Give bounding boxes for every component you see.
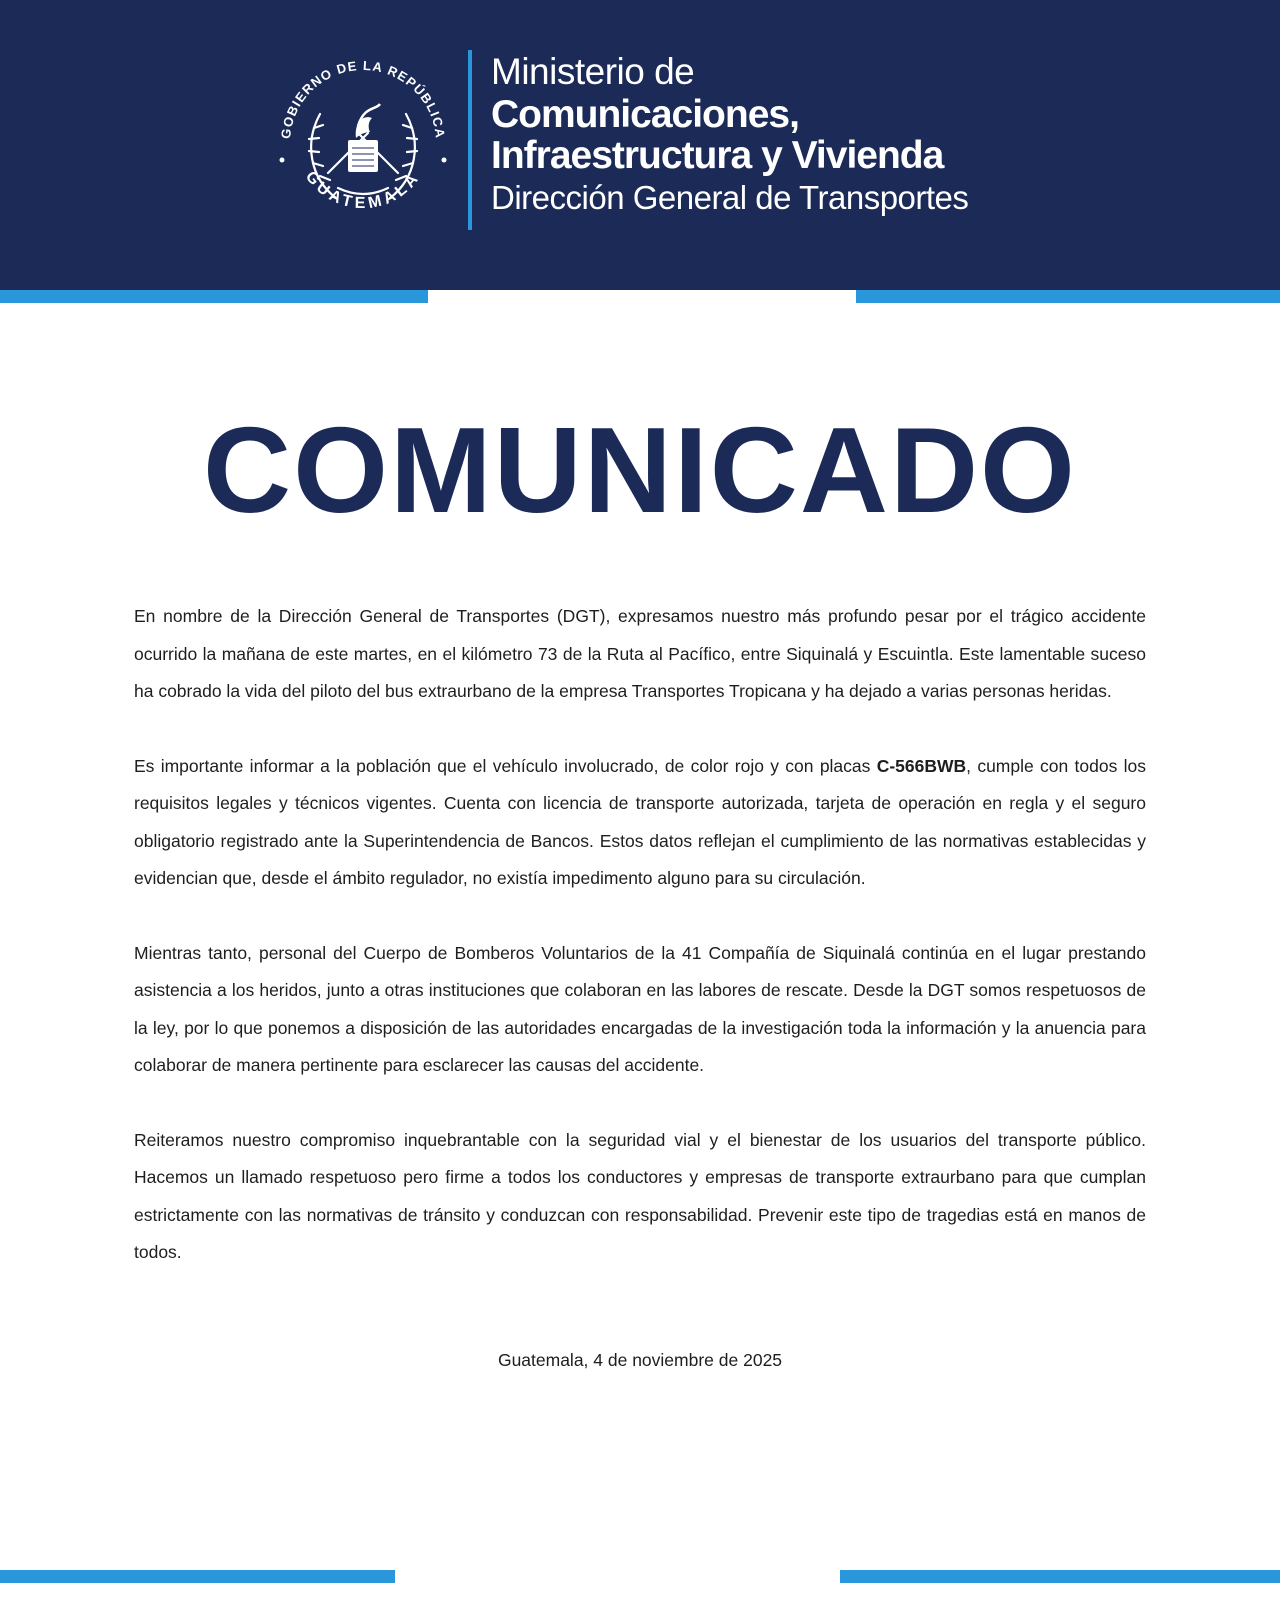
ministry-line-1: Ministerio de — [491, 51, 695, 92]
paragraph-2-end: , cumple con todos los requisitos legales y técnicos vigentes. Cuenta con licencia de transporte autorizada, tarjeta de operación en regla y el seguro obligatorio registrado ante la Superintendencia de Bancos. Estos datos reflejan el cumplimiento de las normativas establecidas y evidencian que, desde el ámbito regulador, no existía impedimento alguno para su circulación. — [134, 755, 1147, 888]
vehicle-plate: C-566BWB — [876, 755, 967, 776]
ministry-line-3: Infraestructura y Vivienda — [491, 134, 944, 177]
accent-bar-bottom-left — [0, 1570, 395, 1583]
seal-ring-bottom-text: GUATEMALA — [301, 168, 425, 213]
header-divider — [468, 50, 472, 230]
seal-ring-top-text: GOBIERNO DE LA REPÚBLICA — [277, 57, 449, 140]
document-body — [134, 598, 1146, 1309]
accent-bar-top-right — [856, 290, 1280, 303]
accent-bar-top-left — [0, 290, 428, 303]
paragraph-4: Reiteramos nuestro compromiso inquebrantable con la seguridad vial y el bienestar de los usuarios del transporte público. Hacemos un llamado respetuoso pero firme a todos los conductores y empresas de transporte extraurbano para que cumplan estrictamente con las normativas de tránsito y conduzcan con responsabilidad. Prevenir este tipo de tragedias está en manos de todos. — [134, 1129, 1146, 1262]
document-title: COMUNICADO — [203, 402, 1077, 538]
ministry-line-2: Comunicaciones, — [491, 93, 799, 136]
ministry-line-4: Dirección General de Transportes — [491, 179, 969, 216]
accent-bar-bottom-right — [840, 1570, 1280, 1583]
header-banner — [0, 0, 1280, 290]
paragraph-2-start: Es importante informar a la población que el vehículo involucrado, de color rojo y con placas — [134, 755, 877, 776]
paragraph-1: En nombre de la Dirección General de Transportes (DGT), expresamos nuestro más profundo pesar por el trágico accidente ocurrido la mañana de este martes, en el kilómetro 73 de la Ruta al Pacífico, entre Siquinalá y Escuintla. Este lamentable suceso ha cobrado la vida del piloto del bus extraurbano de la empresa Transportes Tropicana y ha dejado a varias personas heridas. — [134, 606, 1146, 701]
svg-text:GUATEMALA — [302, 168, 424, 212]
document-date: Guatemala, 4 de noviembre de 2025 — [497, 1350, 783, 1370]
ministry-name-block — [491, 50, 968, 220]
guatemala-coat-of-arms-seal — [268, 48, 458, 238]
paragraph-2 — [134, 748, 1146, 898]
paragraph-3: Mientras tanto, personal del Cuerpo de Bomberos Voluntarios de la 41 Compañía de Siquinalá continúa en el lugar prestando asistencia a los heridos, junto a otras instituciones que colaboran en las labores de rescate. Desde la DGT somos respetuosos de la ley, por lo que ponemos a disposición de las autoridades encargadas de la investigación toda la información y la anuencia para colaborar de manera pertinente para esclarecer las causas del accidente. — [134, 942, 1146, 1075]
